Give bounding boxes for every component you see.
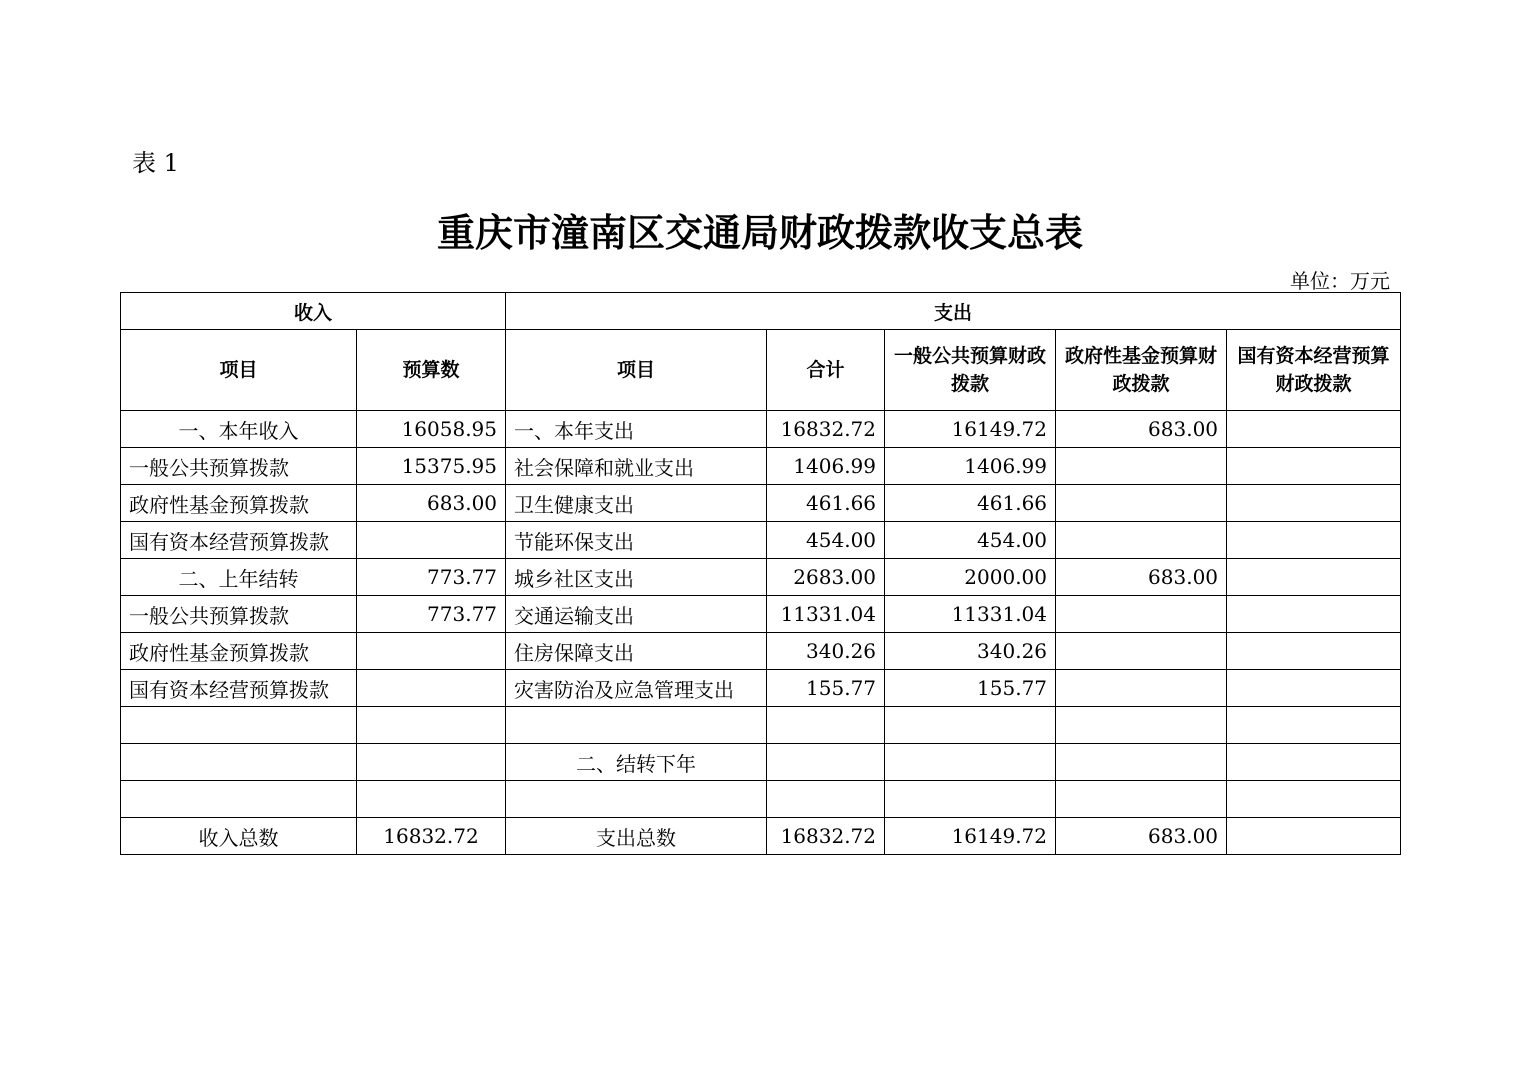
table-row: [121, 411, 1401, 448]
expense-gov-fund-cell: 683.00: [1056, 411, 1227, 448]
income-item-header: 项目: [121, 330, 357, 411]
expense-group-header: 支出: [506, 293, 1401, 330]
expense-total-label: 支出总数: [506, 818, 767, 855]
income-budget-cell: 773.77: [357, 559, 506, 596]
income-item-cell: 国有资本经营预算拨款: [121, 670, 357, 707]
expense-gov-fund-cell: [1056, 633, 1227, 670]
expense-item-cell: 交通运输支出: [506, 596, 767, 633]
expense-total-cell: 155.77: [767, 670, 885, 707]
table-row: [121, 707, 1401, 744]
income-budget-cell: [357, 707, 506, 744]
expense-item-cell: 城乡社区支出: [506, 559, 767, 596]
expense-item-cell: 二、结转下年: [506, 744, 767, 781]
table-row: [121, 781, 1401, 818]
expense-total-value: 16832.72: [767, 818, 885, 855]
table-row: [121, 670, 1401, 707]
expense-general-cell: 340.26: [885, 633, 1056, 670]
income-budget-cell: [357, 781, 506, 818]
expense-total-header: 合计: [767, 330, 885, 411]
expense-item-cell: 灾害防治及应急管理支出: [506, 670, 767, 707]
income-budget-cell: [357, 633, 506, 670]
expense-gov-fund-cell: 683.00: [1056, 559, 1227, 596]
expense-total-cell: 454.00: [767, 522, 885, 559]
expense-total-cell: [767, 707, 885, 744]
expense-state-capital-cell: [1227, 596, 1401, 633]
expense-item-cell: 一、本年支出: [506, 411, 767, 448]
expense-gov-fund-cell: [1056, 448, 1227, 485]
expense-state-capital-header: 国有资本经营预算财政拨款: [1227, 330, 1401, 411]
header-group-row: [121, 293, 1401, 330]
expense-state-capital-cell: [1227, 707, 1401, 744]
page-title: 重庆市潼南区交通局财政拨款收支总表: [436, 211, 1083, 255]
expense-total-cell: 16832.72: [767, 411, 885, 448]
expense-item-cell: 节能环保支出: [506, 522, 767, 559]
income-budget-cell: 16058.95: [357, 411, 506, 448]
table-row: [121, 448, 1401, 485]
expense-general-cell: 11331.04: [885, 596, 1056, 633]
expense-item-header: 项目: [506, 330, 767, 411]
income-item-cell: 一般公共预算拨款: [121, 596, 357, 633]
expense-item-cell: 社会保障和就业支出: [506, 448, 767, 485]
table-row: [121, 559, 1401, 596]
unit-label: 单位：万元: [1290, 269, 1390, 293]
expense-state-capital-cell: [1227, 559, 1401, 596]
income-budget-cell: [357, 670, 506, 707]
table-label: 表 1: [132, 149, 179, 177]
income-item-cell: 政府性基金预算拨款: [121, 485, 357, 522]
table-row: [121, 744, 1401, 781]
expense-general-cell: 16149.72: [885, 411, 1056, 448]
expense-item-cell: 卫生健康支出: [506, 485, 767, 522]
expense-state-capital-cell: [1227, 670, 1401, 707]
expense-total-cell: 11331.04: [767, 596, 885, 633]
expense-item-cell: 住房保障支出: [506, 633, 767, 670]
expense-general-cell: 454.00: [885, 522, 1056, 559]
expense-state-capital-cell: [1227, 744, 1401, 781]
expense-general-cell: 2000.00: [885, 559, 1056, 596]
income-item-cell: 二、上年结转: [121, 559, 357, 596]
expense-general-cell: [885, 707, 1056, 744]
income-item-cell: [121, 781, 357, 818]
expense-general-cell: 155.77: [885, 670, 1056, 707]
expense-gov-fund-cell: [1056, 670, 1227, 707]
income-total-label: 收入总数: [121, 818, 357, 855]
header-column-row: [121, 330, 1401, 411]
income-budget-header: 预算数: [357, 330, 506, 411]
expense-gov-fund-total: 683.00: [1056, 818, 1227, 855]
income-budget-cell: 773.77: [357, 596, 506, 633]
table-row: [121, 596, 1401, 633]
expense-total-cell: [767, 744, 885, 781]
expense-state-capital-cell: [1227, 411, 1401, 448]
expense-state-capital-cell: [1227, 522, 1401, 559]
expense-gov-fund-header: 政府性基金预算财政拨款: [1056, 330, 1227, 411]
expense-general-total: 16149.72: [885, 818, 1056, 855]
expense-total-cell: [767, 781, 885, 818]
totals-row: [121, 818, 1401, 855]
expense-general-cell: 1406.99: [885, 448, 1056, 485]
expense-total-cell: 340.26: [767, 633, 885, 670]
expense-state-capital-cell: [1227, 448, 1401, 485]
income-budget-cell: [357, 744, 506, 781]
expense-item-cell: [506, 781, 767, 818]
table-row: [121, 485, 1401, 522]
income-item-cell: 政府性基金预算拨款: [121, 633, 357, 670]
income-budget-cell: 683.00: [357, 485, 506, 522]
expense-total-cell: 1406.99: [767, 448, 885, 485]
expense-total-cell: 2683.00: [767, 559, 885, 596]
expense-state-capital-total: [1227, 818, 1401, 855]
income-item-cell: 国有资本经营预算拨款: [121, 522, 357, 559]
expense-item-cell: [506, 707, 767, 744]
expense-state-capital-cell: [1227, 633, 1401, 670]
income-budget-cell: 15375.95: [357, 448, 506, 485]
expense-general-cell: 461.66: [885, 485, 1056, 522]
expense-gov-fund-cell: [1056, 707, 1227, 744]
income-total-value: 16832.72: [357, 818, 506, 855]
income-item-cell: [121, 744, 357, 781]
expense-state-capital-cell: [1227, 781, 1401, 818]
expense-state-capital-cell: [1227, 485, 1401, 522]
expense-gov-fund-cell: [1056, 522, 1227, 559]
table-row: [121, 633, 1401, 670]
expense-total-cell: 461.66: [767, 485, 885, 522]
income-item-cell: 一、本年收入: [121, 411, 357, 448]
income-item-cell: [121, 707, 357, 744]
expense-general-cell: [885, 781, 1056, 818]
income-budget-cell: [357, 522, 506, 559]
table-row: [121, 522, 1401, 559]
expense-gov-fund-cell: [1056, 485, 1227, 522]
income-item-cell: 一般公共预算拨款: [121, 448, 357, 485]
expense-general-cell: [885, 744, 1056, 781]
expense-gov-fund-cell: [1056, 596, 1227, 633]
expense-gov-fund-cell: [1056, 744, 1227, 781]
income-group-header: 收入: [121, 293, 506, 330]
expense-gov-fund-cell: [1056, 781, 1227, 818]
budget-table: [120, 292, 1401, 855]
expense-general-header: 一般公共预算财政拨款: [885, 330, 1056, 411]
